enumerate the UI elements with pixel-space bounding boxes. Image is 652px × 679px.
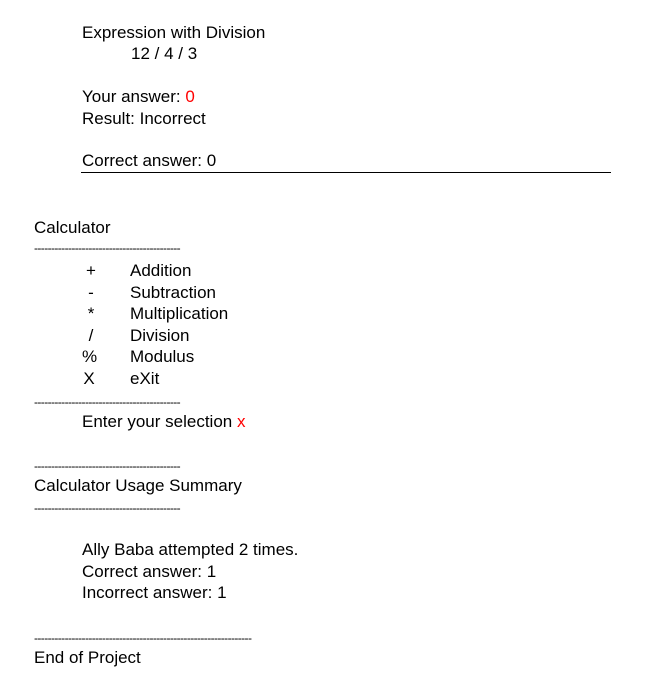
summary-correct: Correct answer: 1	[82, 562, 217, 581]
menu-item-symbol: /	[88, 326, 94, 345]
menu-item-label: Modulus	[130, 347, 195, 366]
menu-item-label: Addition	[130, 261, 192, 280]
selection-prompt	[82, 412, 245, 432]
menu-separator-bottom: -------------------------------------------	[34, 395, 181, 409]
menu-item-symbol: +	[86, 261, 96, 280]
menu-item-label: Subtraction	[130, 283, 216, 302]
menu-item-symbol: %	[82, 347, 98, 366]
menu-item-label: Multiplication	[130, 304, 229, 323]
menu-item-label: eXit	[130, 369, 160, 388]
expression-title: Expression with Division	[82, 23, 266, 42]
menu-item-symbol: X	[83, 369, 95, 388]
result-line: Result: Incorrect	[82, 109, 206, 128]
footer-separator: ----------------------------------------------------------------	[34, 631, 252, 645]
result-underline	[81, 172, 611, 173]
your-answer-value: 0	[185, 87, 195, 106]
summary-separator-bottom: -------------------------------------------	[34, 501, 181, 515]
selection-input-echo: x	[236, 412, 246, 431]
menu-item-label: Division	[130, 326, 190, 345]
summary-title: Calculator Usage Summary	[34, 476, 242, 495]
selection-prompt-label: Enter your selection	[82, 412, 237, 431]
end-of-project: End of Project	[34, 648, 141, 667]
summary-separator-top: -------------------------------------------	[34, 459, 181, 473]
menu-separator-top: -------------------------------------------	[34, 241, 181, 255]
your-answer-line	[82, 87, 195, 107]
menu-item-symbol: -	[88, 283, 94, 302]
menu-item-symbol: *	[87, 304, 95, 323]
expression-formula: 12 / 4 / 3	[131, 44, 198, 63]
your-answer-label: Your answer:	[82, 87, 186, 106]
summary-attempts: Ally Baba attempted 2 times.	[82, 540, 299, 559]
calculator-title: Calculator	[34, 218, 111, 237]
summary-incorrect: Incorrect answer: 1	[82, 583, 227, 602]
correct-answer-line: Correct answer: 0	[82, 151, 217, 170]
